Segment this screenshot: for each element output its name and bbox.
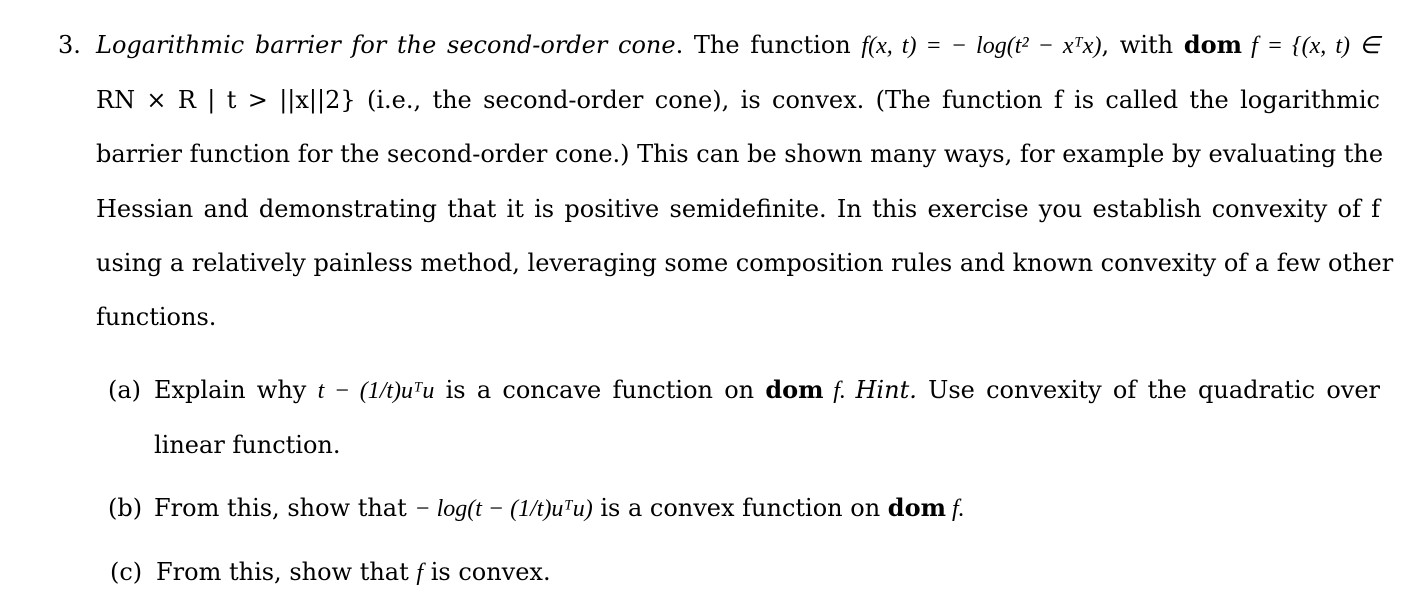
- part-c-line: [156, 557, 551, 588]
- part-c-label: (c): [110, 558, 143, 586]
- problem-line-5: [96, 248, 1394, 278]
- part-a-expression: t − (1/t)uᵀu: [317, 378, 435, 404]
- part-b-f: f.: [945, 496, 965, 522]
- problem-title: Logarithmic barrier for the second-order cone: [96, 31, 676, 59]
- part-b-expression: − log(t − (1/t)uᵀu): [414, 496, 593, 522]
- part-a-line-1-justify: [154, 375, 1380, 406]
- title-trailer: . The function: [675, 31, 862, 59]
- part-a-line-2: [154, 430, 341, 460]
- part-a-f: f.: [823, 378, 856, 404]
- part-a-hint-label: Hint.: [855, 376, 917, 404]
- problem-line-1-justify: [96, 30, 1380, 61]
- part-b-line: [154, 493, 965, 524]
- problem-line-2-text: RN × R | t > ||x||2} (i.e., the second-order cone), is convex. (The function f is called the logarithmic: [96, 86, 1380, 114]
- dom-keyword: dom: [1183, 30, 1242, 59]
- problem-line-5-text: using a relatively painless method, leveraging some composition rules and known convexity of a few other: [96, 249, 1394, 277]
- part-a-dom: dom: [765, 375, 824, 404]
- problem-line-1: [96, 30, 1380, 61]
- part-a-line-2-text: linear function.: [154, 431, 341, 459]
- problem-line-3: [96, 139, 1384, 169]
- problem-line-3-text: barrier function for the second-order cone.) This can be shown many ways, for example by evaluating the: [96, 140, 1384, 168]
- domain-set-start: f = {(x, t) ∈: [1242, 33, 1380, 59]
- problem-line-6: [96, 302, 216, 332]
- part-a-hint-text: Use convexity of the quadratic over: [916, 376, 1380, 404]
- problem-line-4: [96, 194, 1380, 224]
- part-b-label: (b): [108, 494, 143, 522]
- part-b-text-mid: is a convex function on: [592, 494, 888, 522]
- part-b-dom: dom: [887, 493, 946, 522]
- with-text: , with: [1101, 31, 1184, 59]
- problem-line-4-text: Hessian and demonstrating that it is positive semidefinite. In this exercise you establish convexity of f: [96, 195, 1380, 223]
- problem-line-2: [96, 85, 1380, 115]
- part-a-text-before: Explain why: [154, 376, 318, 404]
- part-a-label: (a): [108, 376, 142, 404]
- part-b-text-before: From this, show that: [154, 494, 415, 522]
- part-a-line-1: [154, 375, 1380, 406]
- part-c-text-mid: is convex.: [423, 558, 551, 586]
- problem-number: 3.: [58, 31, 81, 59]
- part-c-expression: f: [416, 560, 424, 586]
- part-a-text-mid: is a concave function on: [434, 376, 766, 404]
- function-definition: f(x, t) = − log(t² − xᵀx): [861, 33, 1102, 59]
- part-c-text-before: From this, show that: [156, 558, 417, 586]
- problem-line-6-text: functions.: [96, 303, 217, 331]
